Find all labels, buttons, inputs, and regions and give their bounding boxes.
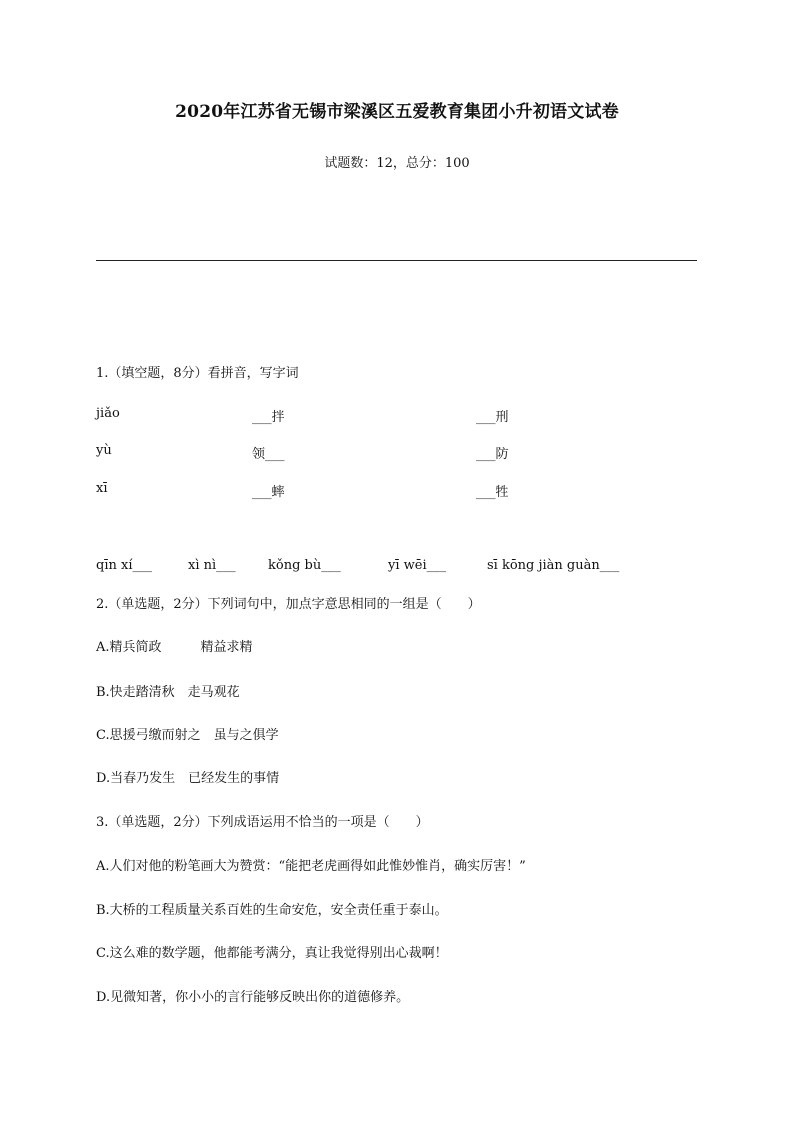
q1-blank-word: ___拌 <box>252 410 285 425</box>
q1-pinyin: xī <box>96 481 108 496</box>
q2-option-c: C.思援弓缴而射之 虽与之俱学 <box>96 728 279 743</box>
pinyin-word: xì nì___ <box>188 558 236 573</box>
q1-blank-word: ___蟀 <box>252 485 285 500</box>
q1-pinyin: yù <box>96 443 112 458</box>
pinyin-word: kǒng bù___ <box>268 558 341 573</box>
pinyin-word: qīn xí___ <box>96 558 152 573</box>
pinyin-word: yī wēi___ <box>388 558 447 573</box>
q1-pinyin: jiǎo <box>96 406 120 421</box>
question-1-stem: 1.（填空题，8分）看拼音，写字词 <box>96 366 299 381</box>
exam-title: 2020年江苏省无锡市梁溪区五爱教育集团小升初语文试卷 <box>175 102 619 122</box>
q1-blank-word: 领___ <box>252 447 285 462</box>
header-divider <box>96 260 697 261</box>
pinyin-word: sī kōng jiàn guàn___ <box>487 558 620 573</box>
exam-summary: 试题数：12，总分：100 <box>324 156 470 171</box>
question-2-stem: 2.（单选题，2分）下列词句中，加点字意思相同的一组是（ ） <box>96 597 481 612</box>
q2-option-a: A.精兵简政 精益求精 <box>96 640 253 655</box>
q1-blank-word: ___防 <box>476 447 509 462</box>
q3-option-b: B.大桥的工程质量关系百姓的生命安危，安全责任重于泰山。 <box>96 903 448 918</box>
q3-option-c: C.这么难的数学题，他都能考满分，真让我觉得别出心裁啊！ <box>96 946 448 961</box>
q3-option-d: D.见微知著，你小小的言行能够反映出你的道德修养。 <box>96 990 410 1005</box>
q2-option-b: B.快走踏清秋 走马观花 <box>96 685 240 700</box>
question-3-stem: 3.（单选题，2分）下列成语运用不恰当的一项是（ ） <box>96 815 429 830</box>
q1-blank-word: ___牲 <box>476 485 509 500</box>
q3-option-a: A.人们对他的粉笔画大为赞赏：“能把老虎画得如此惟妙惟肖，确实厉害！” <box>96 859 526 874</box>
q1-blank-word: ___刑 <box>476 410 509 425</box>
q2-option-d: D.当春乃发生 已经发生的事情 <box>96 771 280 786</box>
